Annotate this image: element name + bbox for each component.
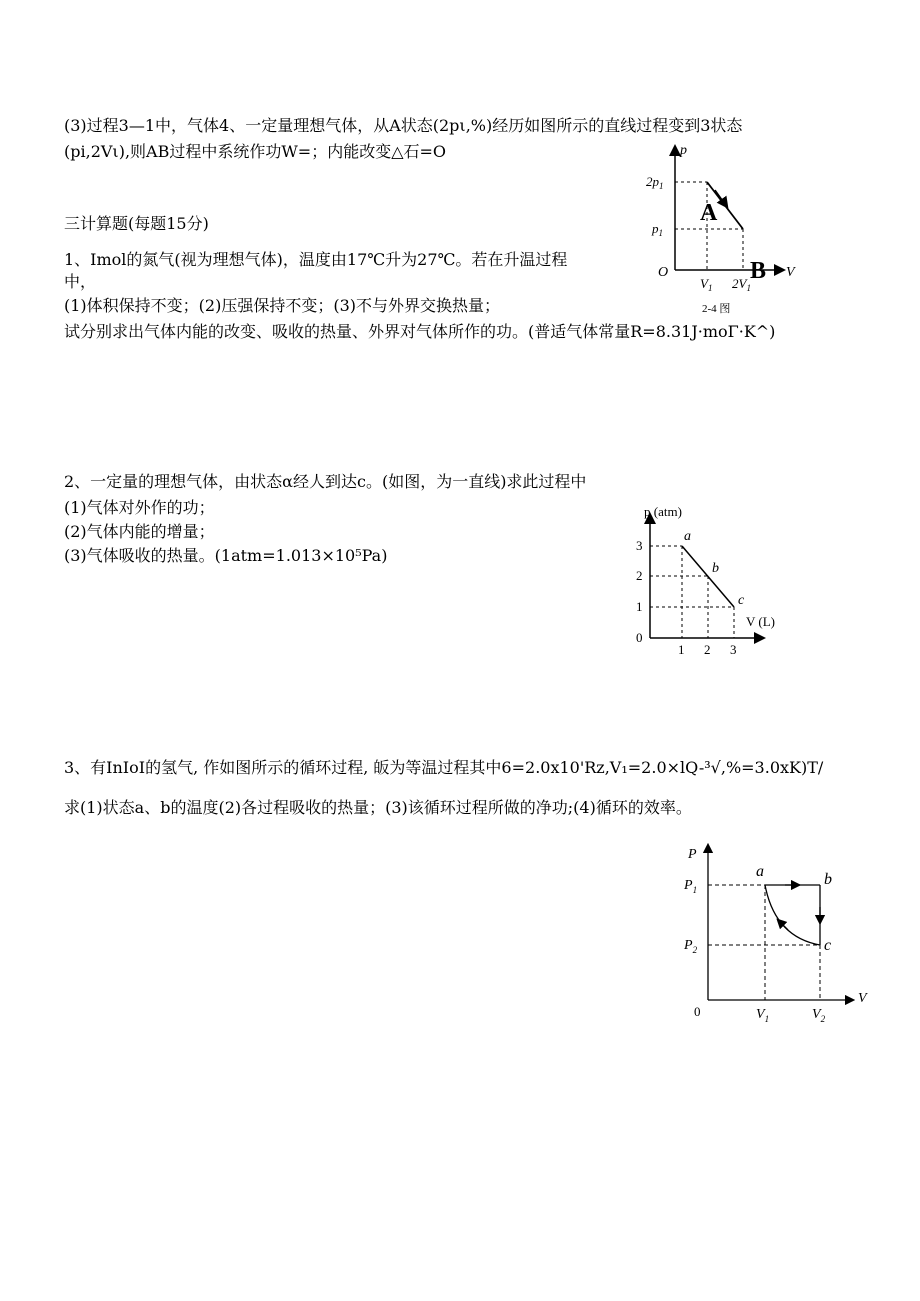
q1-line3: (1)体积保持不变；(2)压强保持不变；(3)不与外界交换热量； bbox=[64, 296, 500, 315]
fig1-origin: O bbox=[658, 265, 669, 280]
fig2-label-b: b bbox=[712, 561, 719, 576]
fig1-tick-v1: $V_1$ bbox=[700, 276, 713, 293]
fig3-v-label: V bbox=[858, 991, 867, 1006]
fig3-process-ca-isotherm bbox=[765, 885, 820, 945]
fig1-p-label: p bbox=[680, 143, 687, 158]
q2-line3: (2)气体内能的增量； bbox=[64, 522, 215, 541]
q3-line1: 3、有InIoI的氢气, 作如图所示的循环过程, 皈为等温过程其中6=2.0x10'Rz,V₁=2.0×lQ-³√,%=3.0xK)T/ bbox=[64, 758, 824, 777]
fig3-tick-v2: $V_2$ bbox=[812, 1007, 826, 1024]
fig2-y2: 2 bbox=[636, 568, 643, 583]
fig3-tick-p1: $P_1$ bbox=[684, 878, 698, 895]
figure-q3-cycle bbox=[670, 842, 880, 1032]
fig3-label-b: b bbox=[824, 871, 832, 888]
q1-line1: 1、Imol的氮气(视为理想气体)，温度由17℃升为27℃。若在升温过程 bbox=[64, 250, 568, 269]
fig1-label-a: A bbox=[700, 200, 718, 226]
q2-line4: (3)气体吸收的热量。(1atm=1.013×10⁵Pa) bbox=[64, 546, 388, 565]
fig2-label-c: c bbox=[738, 593, 745, 608]
fig1-caption: 2-4 图 bbox=[702, 303, 731, 315]
fig2-y0: 0 bbox=[636, 630, 643, 645]
fig3-p-label: P bbox=[688, 847, 697, 862]
fig1-tick-2v1: $2V_1$ bbox=[732, 276, 751, 293]
fig3-arrow-ca bbox=[780, 922, 788, 930]
fig1-label-b: B bbox=[750, 258, 767, 284]
q3-line2: 求(1)状态a、b的温度(2)各过程吸收的热量；(3)该循环过程所做的净功;(4)循环的效率。 bbox=[64, 798, 692, 817]
fig1-tick-2p1: $2p_1$ bbox=[646, 174, 664, 191]
fig3-origin: 0 bbox=[694, 1004, 701, 1019]
fig2-y3: 3 bbox=[636, 538, 643, 553]
fig3-tick-p2: $P_2$ bbox=[684, 938, 698, 955]
fig2-v-label: V (L) bbox=[746, 614, 776, 629]
fig2-process-line bbox=[682, 546, 734, 607]
q1-line2: 中， bbox=[64, 272, 97, 291]
problem-prev-line1: (3)过程3—1中，气体4、一定量理想气体，从A状态(2pι,%)经历如图所示的直线过程变到3状态 bbox=[64, 116, 743, 135]
fig2-y1: 1 bbox=[636, 599, 643, 614]
fig2-x1: 1 bbox=[678, 642, 685, 657]
fig1-tick-p1: $p_1$ bbox=[652, 221, 663, 238]
fig2-x3: 3 bbox=[730, 642, 737, 657]
fig1-v-label: V bbox=[786, 265, 795, 280]
problem-prev-line2: (pi,2Vι),则AB过程中系统作功W=；内能改变△石=O bbox=[64, 142, 447, 161]
fig2-x2: 2 bbox=[704, 642, 711, 657]
fig3-label-a: a bbox=[756, 863, 764, 880]
q2-line2: (1)气体对外作的功； bbox=[64, 498, 215, 517]
fig3-label-c: c bbox=[824, 937, 832, 954]
q2-line1: 2、一定量的理想气体，由状态α经人到达c。(如图，为一直线)求此过程中 bbox=[64, 472, 587, 491]
fig3-tick-v1: $V_1$ bbox=[756, 1007, 770, 1024]
section-title: 三计算题(每题15分) bbox=[64, 214, 209, 233]
figure-2-4 bbox=[630, 140, 800, 320]
figure-q2 bbox=[620, 500, 800, 660]
fig2-label-a: a bbox=[684, 529, 691, 544]
q1-line4: 试分别求出气体内能的改变、吸收的热量、外界对气体所作的功。(普适气体常量R=8.31J·moΓ·K^) bbox=[64, 322, 776, 341]
fig2-p-label: p (atm) bbox=[644, 504, 682, 519]
